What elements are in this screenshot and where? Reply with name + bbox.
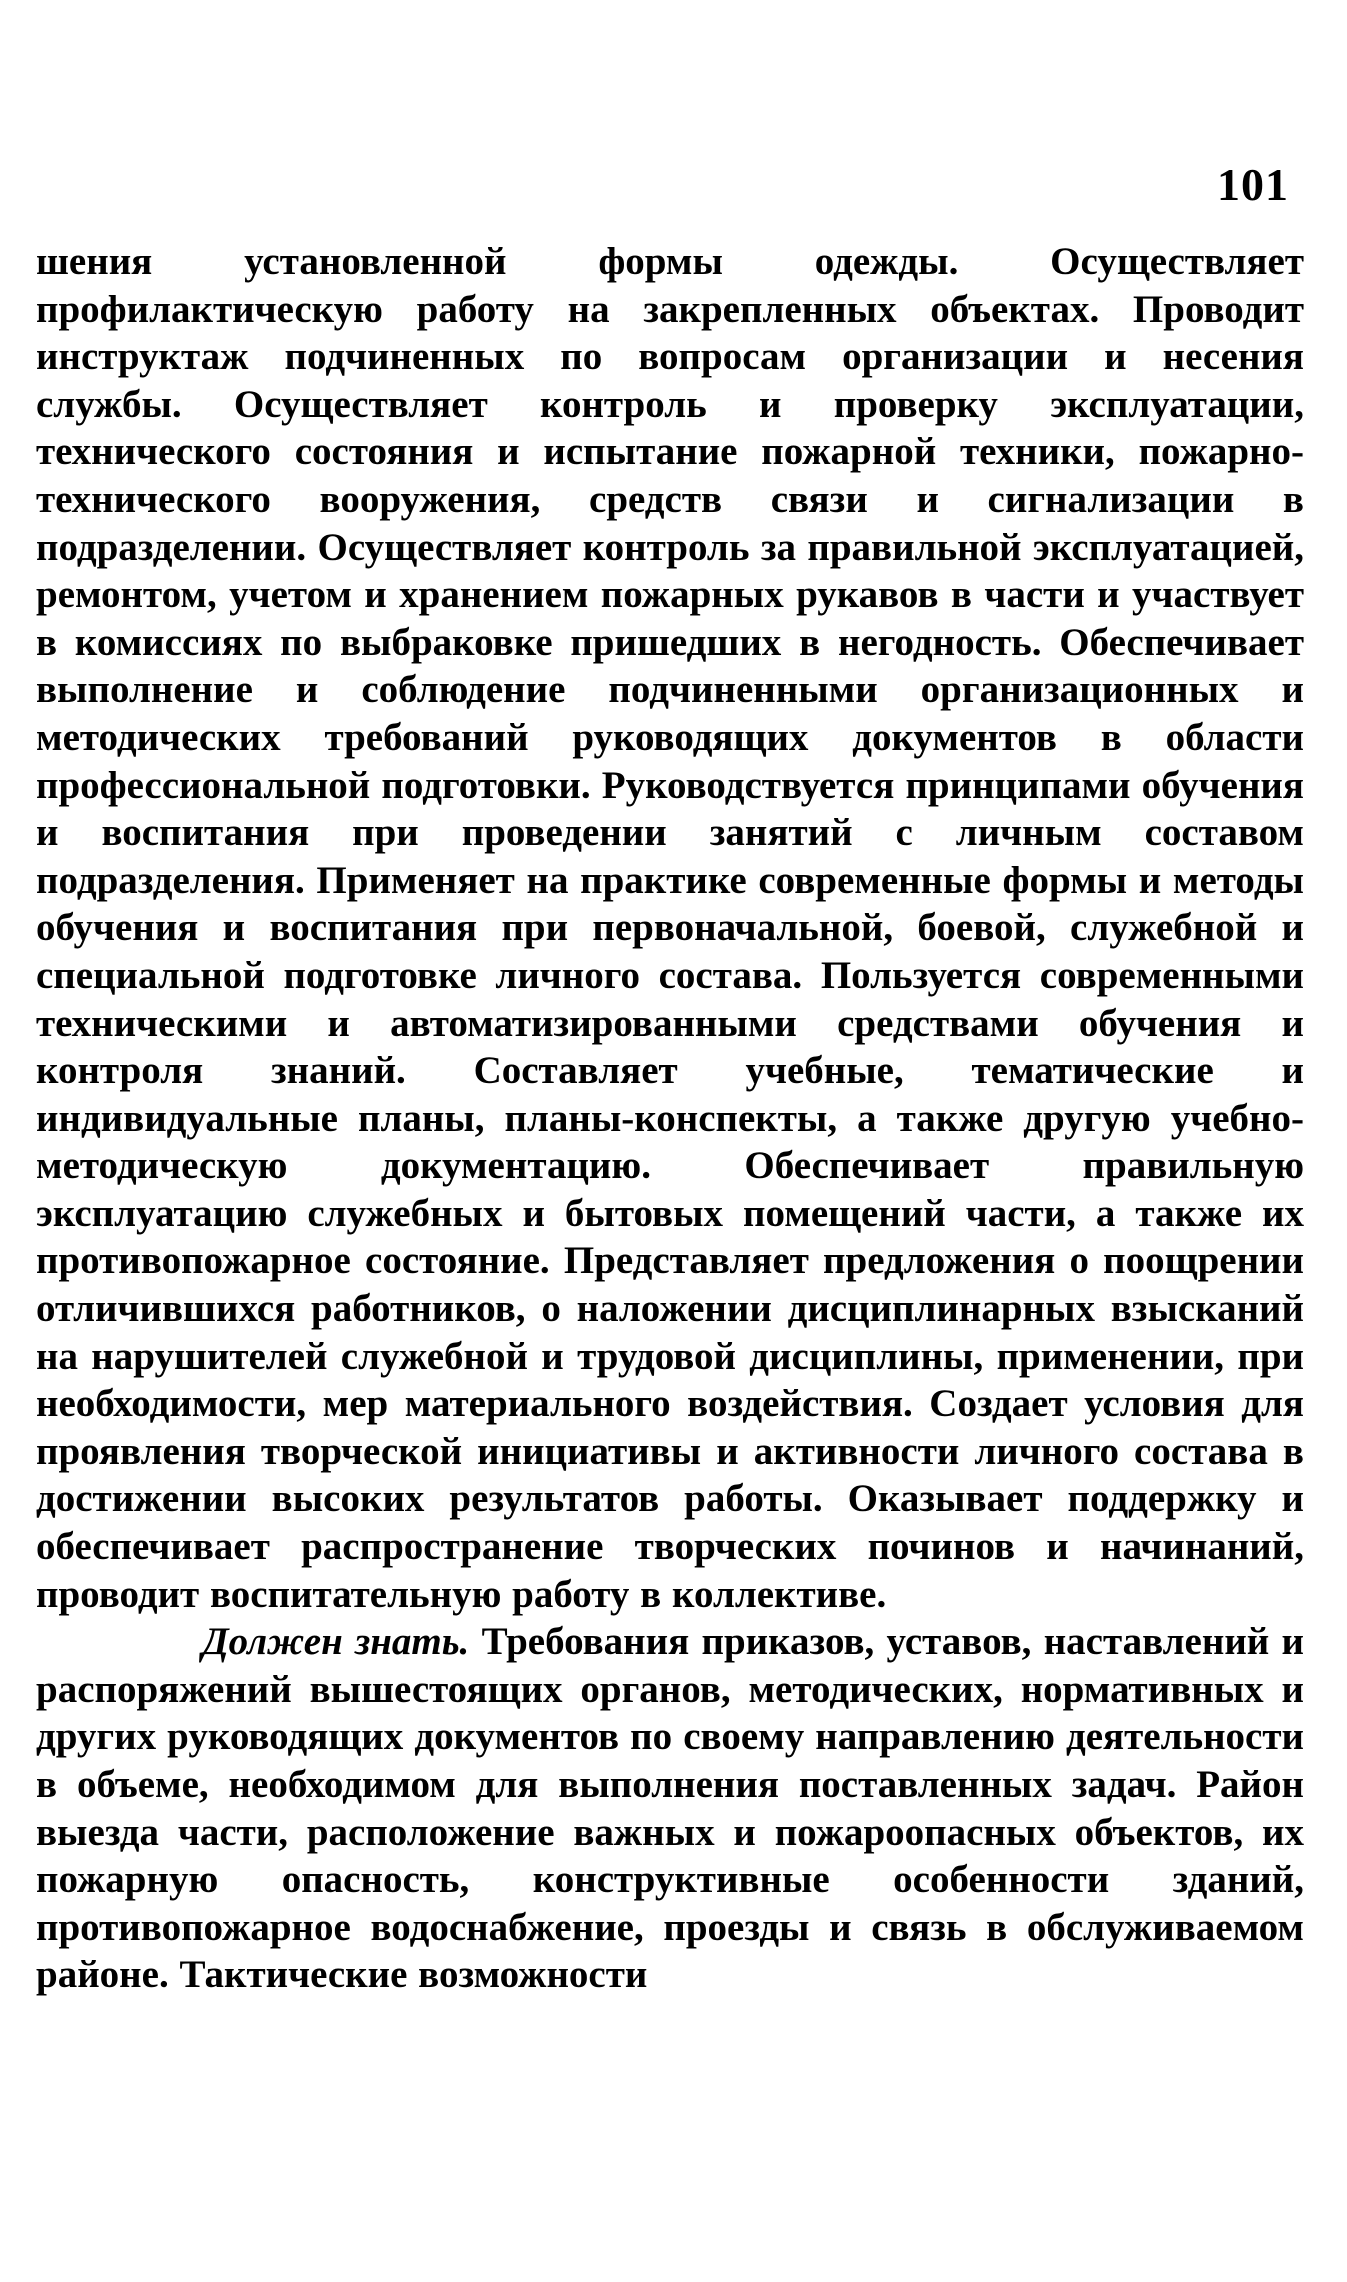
body-text	[36, 238, 1304, 1999]
paragraph-duties: шения установленной формы одежды. Осуществляет профилактическую работу на закрепленных объектах. Проводит инструктаж подчиненных по вопросам организации и несения службы. Осуществляет контроль и проверку эксплуатации, технического состояния и испытание пожарной техники, пожарно-технического вооружения, средств связи и сигнализации в подразделении. Осуществляет контроль за правильной эксплуатацией, ремонтом, учетом и хранением пожарных рукавов в части и участвует в комиссиях по выбраковке пришедших в негодность. Обеспечивает выполнение и соблюдение подчиненными организационных и методических требований руководящих документов в области профессиональной подготовки. Руководствуется принципами обучения и воспитания при проведении занятий с личным составом подразделения. Применяет на практике современные формы и методы обучения и воспитания при первоначальной, боевой, служебной и специальной подготовке личного состава. Пользуется современными техническими и автоматизированными средствами обучения и контроля знаний. Составляет учебные, тематические и индивидуальные планы, планы-конспекты, а также другую учебно-методическую документацию. Обеспечивает правильную эксплуатацию служебных и бытовых помещений части, а также их противопожарное состояние. Представляет предложения о поощрении отличившихся работников, о наложении дисциплинарных взысканий на нарушителей служебной и трудовой дисциплины, применении, при необходимости, мер материального воздействия. Создает условия для проявления творческой инициативы и активности личного состава в достижении высоких результатов работы. Оказывает поддержку и обеспечивает распространение творческих починов и начинаний, проводит воспитательную работу в коллективе.	[36, 240, 1304, 1616]
page-number: 101	[1217, 159, 1289, 210]
paragraph-must-know	[36, 1618, 1304, 1999]
paragraph-must-know-body: Требования приказов, уставов, наставлений и распоряжений вышестоящих органов, методических, нормативных и других руководящих документов по своему направлению деятельности в объеме, необходимом для выполнения поставленных задач. Район выезда части, расположение важных и пожароопасных объектов, их пожарную опасность, конструктивные особенности зданий, противопожарное водоснабжение, проезды и связь в обслуживаемом районе. Тактические возможности	[36, 1620, 1304, 1997]
paragraph-lead-italic: Должен знать.	[202, 1620, 470, 1664]
